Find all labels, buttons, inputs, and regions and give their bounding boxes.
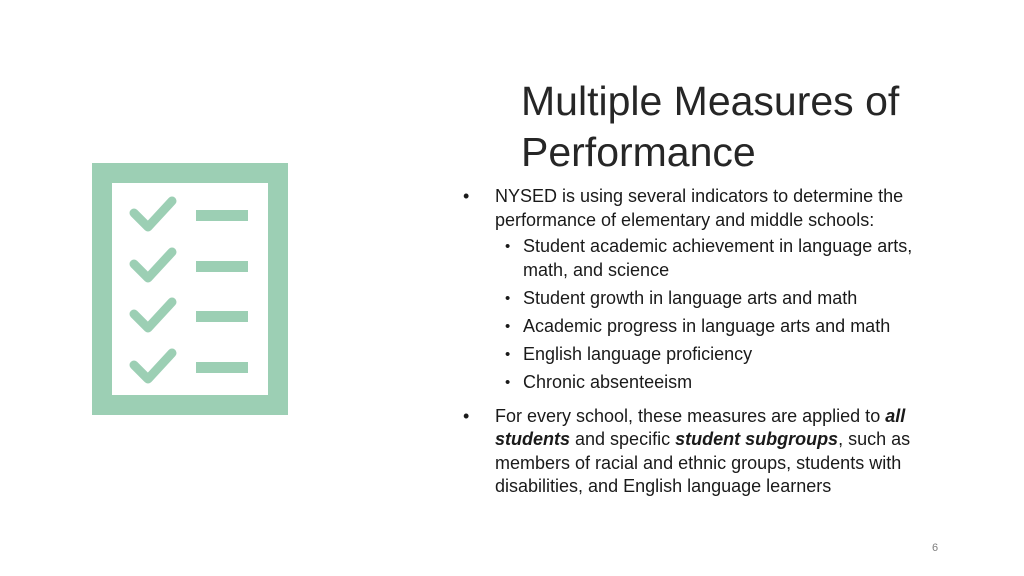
bullet-list	[463, 185, 943, 499]
line-icon	[196, 210, 248, 221]
emphasis-all-students: all students	[495, 405, 906, 449]
sub-bullet-item	[495, 315, 943, 339]
bullet-text-part: For every school, these measures are applied to	[495, 405, 886, 426]
title-line-1: Multiple Measures of	[521, 78, 900, 124]
bullet-marker: •	[505, 373, 511, 391]
sub-bullet-text: Student growth in language arts and math	[523, 287, 858, 308]
bullet-text: NYSED is using several indicators to determine the performance of elementary and middle schools:	[495, 186, 904, 230]
bullet-marker: •	[505, 238, 511, 255]
sub-bullet-text: Chronic absenteeism	[523, 371, 693, 392]
sub-bullet-list	[495, 235, 943, 394]
bullet-marker: •	[463, 405, 470, 426]
sub-bullet-item	[495, 287, 943, 311]
line-icon	[196, 362, 248, 373]
sub-bullet-text: Student academic achievement in language arts, math, and science	[523, 236, 913, 280]
checklist-icon	[92, 163, 288, 415]
sub-bullet-text: Academic progress in language arts and math	[523, 315, 891, 336]
line-icon	[196, 311, 248, 322]
sub-bullet-text: English language proficiency	[523, 343, 753, 364]
sub-bullet-item	[495, 343, 943, 367]
slide-title	[521, 76, 981, 178]
line-icon	[196, 261, 248, 272]
bullet-text-part: and specific	[570, 429, 676, 449]
bullet-text-part: , such as members of racial and ethnic groups, students with disabilities, and English language learners	[495, 429, 911, 496]
emphasis-student-subgroups: student subgroups	[675, 429, 839, 449]
title-line-2: Performance	[521, 129, 756, 175]
sub-bullet-item	[495, 371, 943, 395]
bullet-marker: •	[505, 289, 511, 307]
bullet-marker: •	[505, 317, 511, 335]
page-number: 6	[932, 542, 939, 554]
bullet-item	[463, 405, 943, 499]
sub-bullet-item	[495, 235, 943, 282]
bullet-marker: •	[463, 186, 470, 206]
bullet-item	[463, 185, 943, 394]
bullet-marker: •	[505, 345, 511, 363]
